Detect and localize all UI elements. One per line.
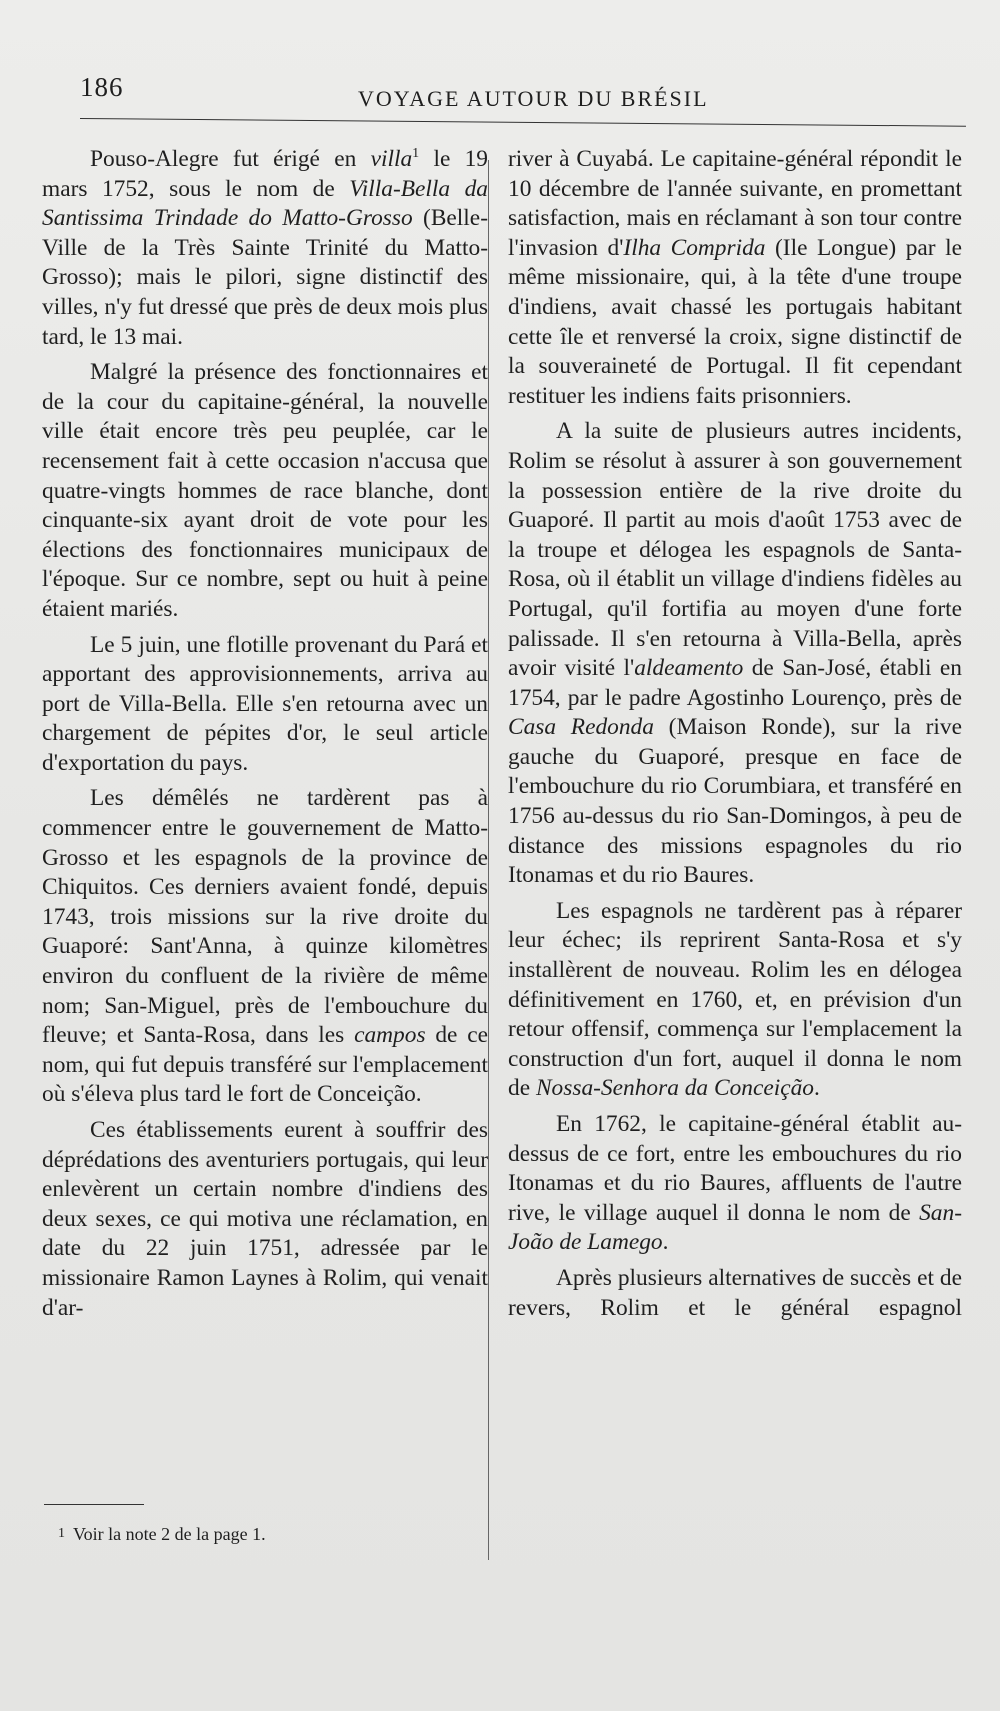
footnote-marker: 1 bbox=[412, 146, 420, 162]
paragraph: A la suite de plusieurs autres incidents, Rolim se résolut à assurer à son gouvernement la possession entière de la rive droite du Guaporé. Il partit au mois d'août 1753 avec de la troupe et délogea les espagnols de Santa-Rosa, où il établit un village d'indiens fidèles au Portugal, qu'il fortifia au moyen d'une forte palissade. Il s'en retourna à Villa-Bella, après avoir visité l'aldeamento de San-José, établi en 1754, par le padre Agostinho Lourenço, près de Casa Redonda (Maison Ronde), sur la rive gauche du Guaporé, presque en face de l'embouchure du rio Corumbiara, et transféré en 1756 au-dessus du rio San-Domingos, à peu de distance des missions espagnoles du rio Itonamas et du rio Baures. bbox=[508, 418, 962, 889]
column-divider bbox=[488, 160, 489, 1560]
paragraph: Les espagnols ne tardèrent pas à réparer leur échec; ils reprirent Santa-Rosa et s'y installèrent de nouveau. Rolim les en délogea définitivement en 1760, et, en prévision d'un retour offensif, commença sur l'emplacement la construction d'un fort, auquel il donna le nom de Nossa-Senhora da Conceição. bbox=[508, 897, 962, 1102]
right-column bbox=[508, 145, 962, 1329]
paragraph: En 1762, le capitaine-général établit au-dessus de ce fort, entre les embouchures du rio Itonamas et du rio Baures, affluents de l'autre rive, le village auquel il donna le nom de San-João de Lamego. bbox=[508, 1111, 962, 1256]
paragraph: Le 5 juin, une flotille provenant du Pará et apportant des approvisionnements, arriva au port de Villa-Bella. Elle s'en retourna avec un chargement de pépites d'or, le seul article d'exportation du pays. bbox=[42, 631, 488, 776]
paragraph: Malgré la présence des fonctionnaires et de la cour du capitaine-général, la nouvelle ville était encore très peu peuplée, car le recensement fait à cette occasion n'accusa que quatre-vingts hommes de race blanche, dont cinquante-six ayant droit de vote pour les élections des fonctionnaires municipaux de l'époque. Sur ce nombre, sept ou huit à peine étaient mariés. bbox=[42, 359, 488, 622]
footnote-text: Voir la note 2 de la page 1. bbox=[73, 1524, 266, 1544]
footnote-rule bbox=[44, 1504, 144, 1505]
page-number: 186 bbox=[80, 72, 124, 102]
paragraph: river à Cuyabá. Le capitaine-général répondit le 10 décembre de l'année suivante, en promettant satisfaction, mais en réclamant à son tour contre l'invasion d'Ilha Comprida (Ile Longue) par le même missionaire, qui, à la tête d'une troupe d'indiens, avait chassé les portugais habitant cette île et renversé la croix, signe distinctif de la souveraineté de Portugal. Il fit cependant restituer les indiens faits prisonniers. bbox=[508, 146, 962, 409]
paragraph: Pouso-Alegre fut érigé en villa$^1$ le 19 mars 1752, sous le nom de Villa-Bella da Santissima Trindade do Matto-Grosso (Belle-Ville de la Très Sainte Trinité du Matto-Grosso); mais le pilori, signe distinctif des villes, n'y fut dressé que près de deux mois plus tard, le 13 mai. bbox=[42, 146, 488, 350]
paragraph: Ces établissements eurent à souffrir des déprédations des aventuriers portugais, qui leur enlevèrent un certain nombre d'indiens des deux sexes, ce qui motiva une réclamation, en date du 22 juin 1751, adressée par le missionaire Ramon Laynes à Rolim, qui venait d'ar- bbox=[42, 1117, 488, 1321]
running-title: VOYAGE AUTOUR DU BRÉSIL bbox=[358, 86, 709, 111]
paragraph: Après plusieurs alternatives de succès et de revers, Rolim et le général espagnol bbox=[508, 1264, 962, 1321]
footnote-number: 1 bbox=[58, 1526, 65, 1541]
header-rule bbox=[80, 118, 966, 127]
footnote bbox=[58, 1524, 266, 1545]
paragraph: Les démêlés ne tardèrent pas à commencer entre le gouvernement de Matto-Grosso et les espagnols de la province de Chiquitos. Ces derniers avaient fondé, depuis 1743, trois missions sur la rive droite du Guaporé: Sant'Anna, à quinze kilomètres environ du confluent de la rivière de même nom; San-Miguel, près de l'embouchure du fleuve; et Santa-Rosa, dans les campos de ce nom, qui fut depuis transféré sur l'emplacement où s'éleva plus tard le fort de Conceição. bbox=[42, 785, 488, 1108]
left-column bbox=[42, 145, 488, 1329]
